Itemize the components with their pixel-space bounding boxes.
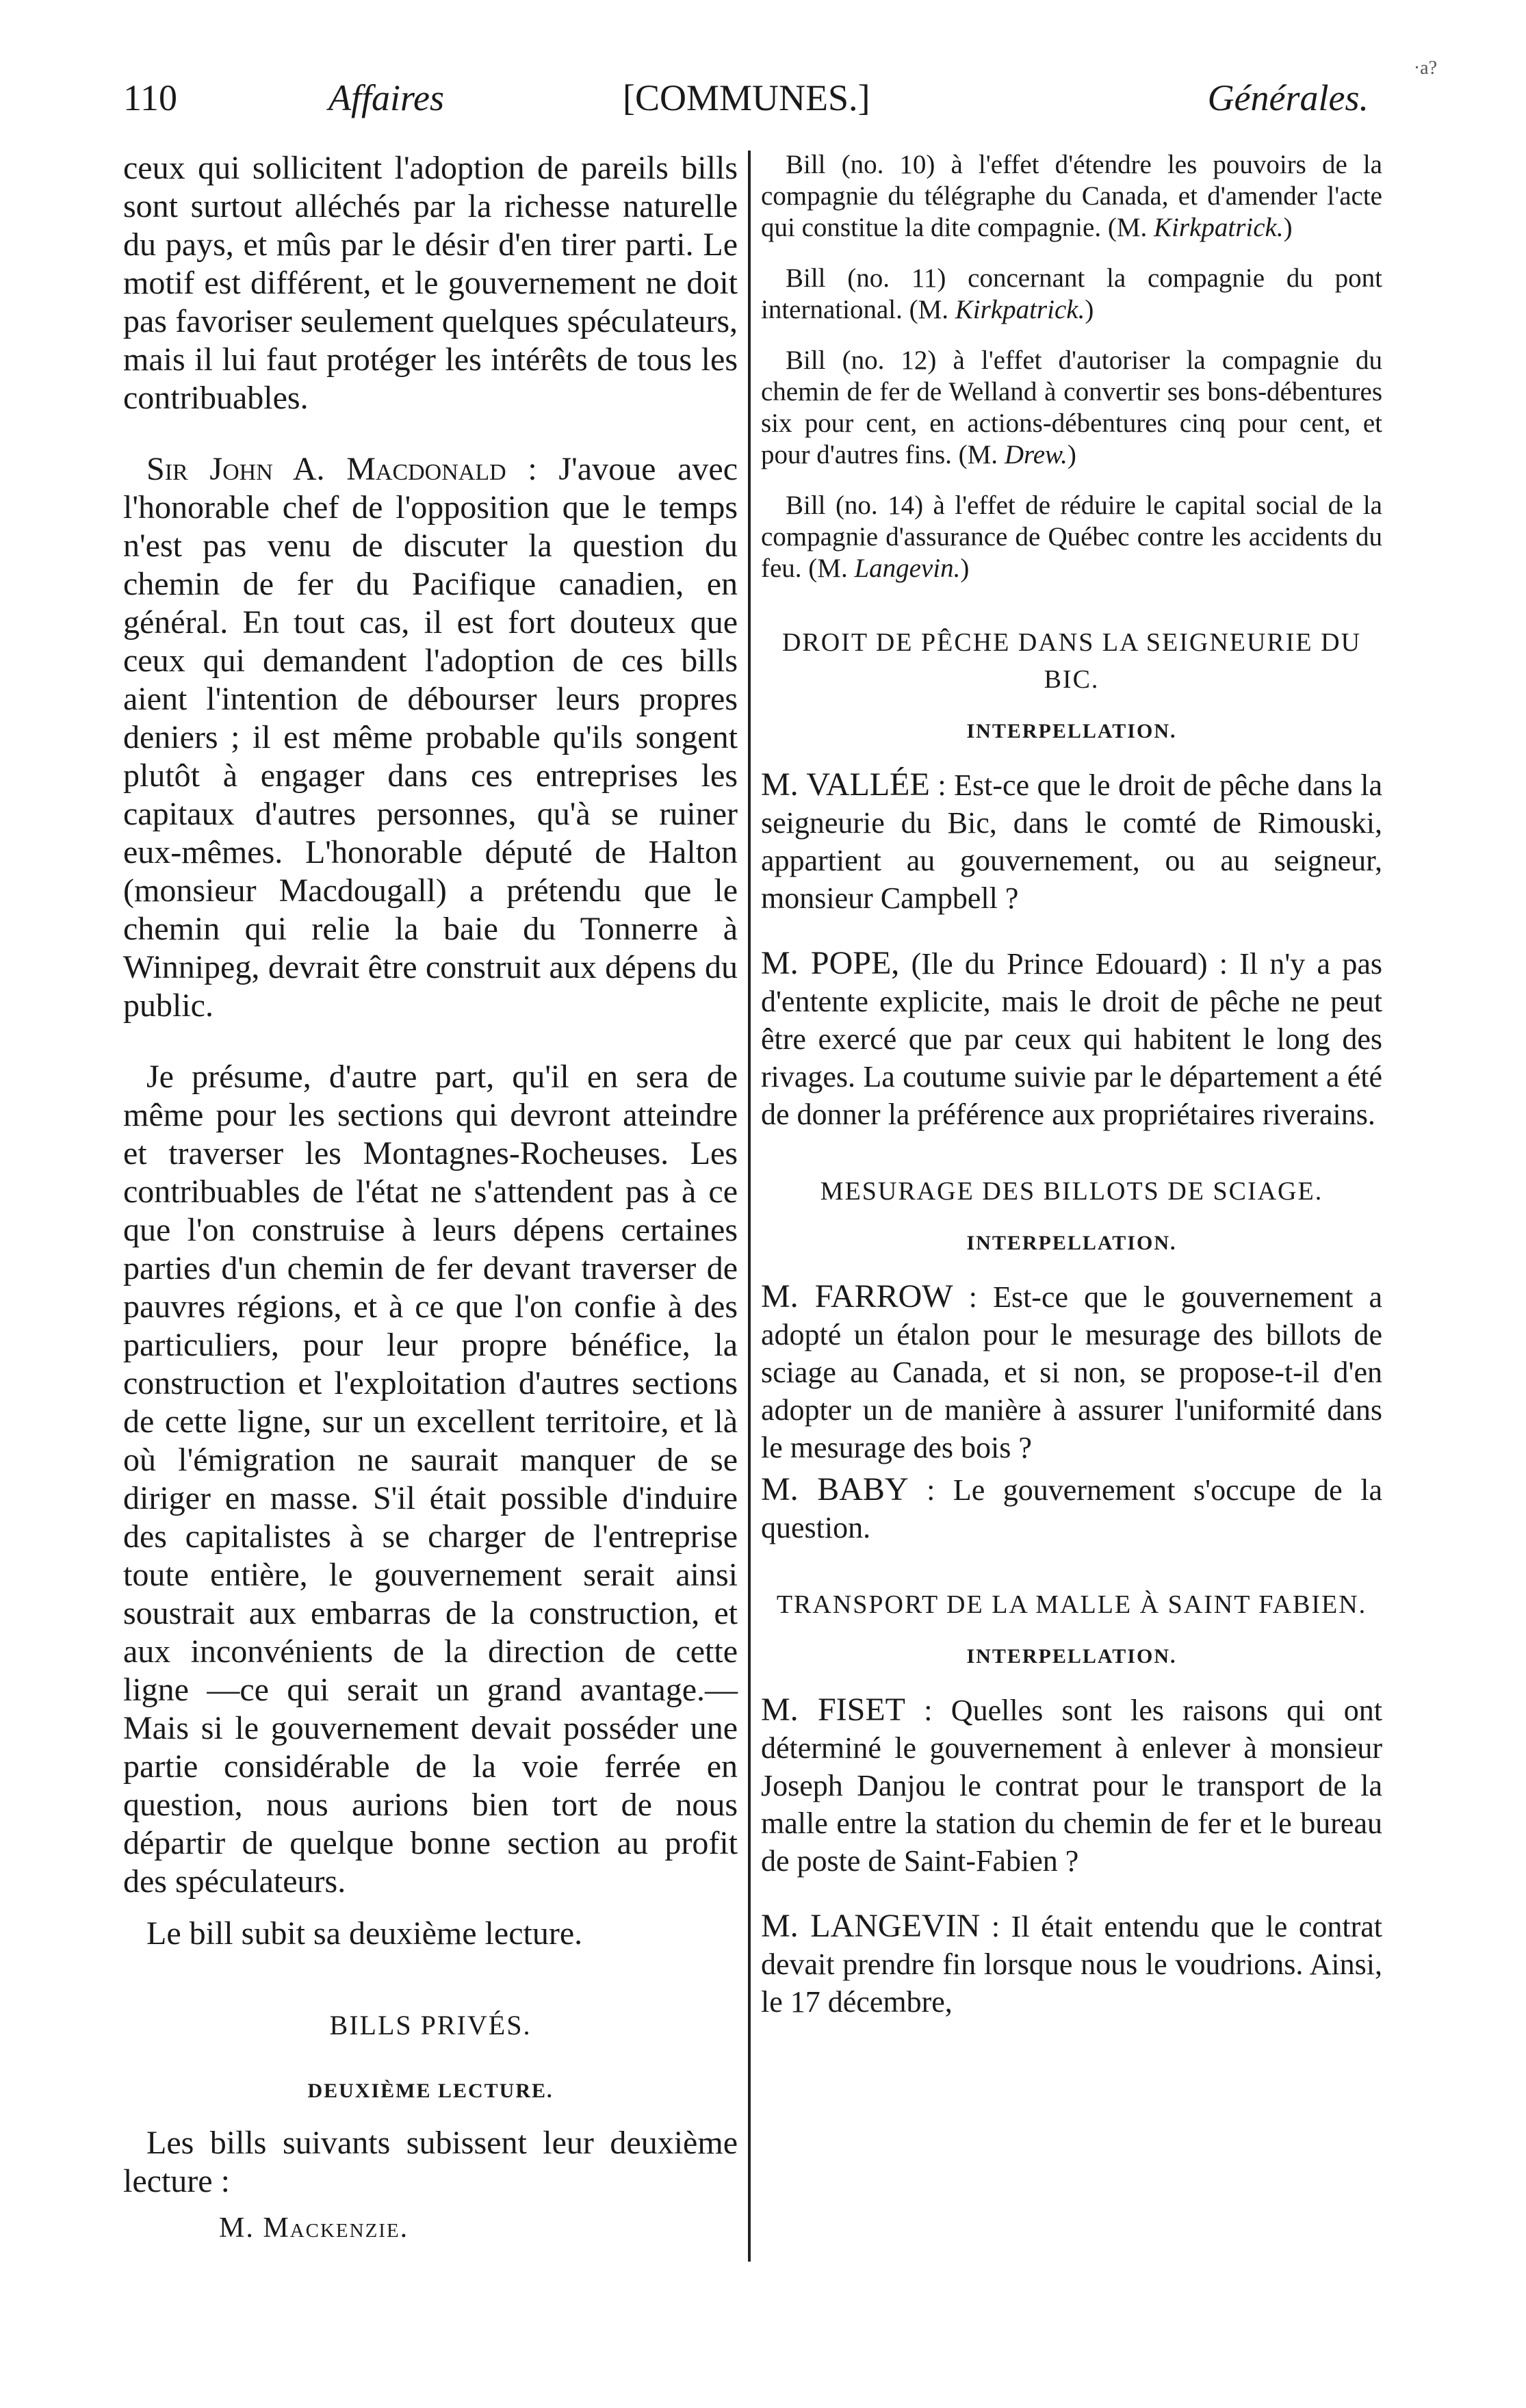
section-title-private-bills: BILLS PRIVÉS. (329, 2010, 532, 2041)
bill-entry (761, 263, 1382, 326)
bill-end: ) (960, 554, 970, 583)
question-vallee (761, 766, 1382, 917)
answer-baby (761, 1471, 1382, 1546)
speech-macdonald (123, 450, 738, 1025)
running-title-right: Générales. (1207, 77, 1369, 118)
running-title-center: [COMMUNES.] (623, 77, 870, 118)
column-divider (748, 151, 751, 2262)
answer-langevin (761, 1907, 1382, 2021)
speech-text: : J'avoue avec l'honorable chef de l'opposition que le temps n'est pas venu de discuter la question du chemin de fer du Pacifique canadien, en général. En tout cas, il est fort douteux que ceux qui demandent l'adoption de ces bills aient l'intention de débourser leurs propres deniers ; il est même probable qu'ils songent plutôt à engager dans ces entreprises les capitaux d'autres personnes, qu'à se ruiner eux-mêmes. L'honorable député de Halton (monsieur Macdougall) a prétendu que le chemin qui relie la baie du Tonnerre à Winnipeg, devrait être construit aux dépens du public. (123, 451, 738, 1024)
bill-text: Bill (no. 12) à l'effet d'autoriser la compagnie du chemin de fer de Welland à convertir ses bons-débentures six pour cent, en actions-débentures cinq pour cent, et pour d'autres fins. (M. (761, 346, 1382, 469)
speaker-name: M. POPE, (761, 945, 900, 981)
right-column (761, 149, 1382, 2021)
bill-sponsor: Drew. (1004, 440, 1068, 469)
section-subtitle-interpellation: INTERPELLATION. (966, 1232, 1177, 1254)
bill-sponsor: Kirkpatrick. (955, 295, 1085, 324)
signoff-mackenzie: M. Mackenzie. (219, 2212, 409, 2244)
speech-text: : Est-ce que le droit de pêche dans la seigneurie du Bic, dans le comté de Rimouski, appartient au gouvernement, ou au seigneur, monsieur Campbell ? (761, 768, 1382, 915)
bill-sponsor: Kirkpatrick. (1154, 213, 1284, 242)
speaker-name: M. LANGEVIN (761, 1908, 981, 1944)
section-subtitle-second-reading: DEUXIÈME LECTURE. (307, 2080, 554, 2102)
bill-text: Bill (no. 11) concernant la compagnie du pont international. (M. (761, 263, 1382, 324)
speech-text: : Est-ce que le gouvernement a adopté un étalon pour le mesurage des billots de sciage au Canada, et si non, se propose-t-il d'en adopter un de manière à assurer l'uniformité dans le mesurage des bois ? (761, 1280, 1382, 1464)
paragraph-continued: ceux qui sollicitent l'adoption de pareils bills sont surtout alléchés par la richesse naturelle du pays, et mûs par le désir d'en tirer parti. Le motif est différent, et le gouvernement ne doit pas favoriser seulement quelques spéculateurs, mais il lui faut protéger les intérêts de tous les contribuables. (123, 150, 738, 416)
bill-end: ) (1067, 440, 1076, 469)
speaker-name: M. BABY (761, 1471, 909, 1507)
speech-text: : Il était entendu que le contrat devait prendre fin lorsque nous le voudrions. Ainsi, le 17 décembre, (761, 1910, 1383, 2019)
speaker-name: Sir John A. Macdonald (146, 451, 506, 487)
speech-text: : Le gouvernement s'occupe de la question. (761, 1473, 1382, 1544)
page-number: 110 (123, 77, 177, 118)
bill-entry (761, 345, 1382, 471)
bill-text: Bill (no. 10) à l'effet d'étendre les pouvoirs de la compagnie du télégraphe du Canada, et d'amender l'acte qui constitue la dite compagnie. (M. (761, 150, 1382, 242)
question-farrow (761, 1278, 1382, 1466)
bill-sponsor: Langevin. (854, 554, 961, 583)
section-title-fishing-rights: DROIT DE PÊCHE DANS LA SEIGNEURIE DU BIC. (781, 628, 1362, 694)
corner-mark: ·a? (1413, 57, 1437, 79)
paragraph-reading: Le bill subit sa deuxième lecture. (146, 1915, 583, 1952)
left-column (123, 149, 738, 2247)
paragraph-railway: Je présume, d'autre part, qu'il en sera de même pour les sections qui devront atteindre et traverser les Montagnes-Rocheuses. Les contribuables de l'état ne s'attendent pas à ce que l'on construise à leurs dépens certaines parties d'un chemin de fer devant traverser de pauvres régions, et à ce que l'on confie à des particuliers, pour leur propre bénéfice, la construction et l'exploitation d'autres sections de cette ligne, sur un excellent territoire, et là où l'émigration ne saurait manquer de se diriger en masse. S'il était possible d'induire des capitalistes à se charger de l'entreprise toute entière, le gouvernement serait ainsi soustrait aux embarras de la construction, et aux inconvénients de la direction de cette ligne —ce qui serait un grand avantage.—Mais si le gouvernement devait posséder une partie considérable de la voie ferrée en question, nous aurions bien tort de nous départir de quelque bonne section au profit des spéculateurs. (123, 1059, 738, 1900)
speech-text: (Ile du Prince Edouard) : Il n'y a pas d'entente explicite, mais le droit de pêche ne peut être exercé que par ceux qui habitent le long des rivages. La coutume suivie par le département a été de donner la préférence aux propriétaires riverains. (761, 947, 1382, 1131)
speaker-name: M. VALLÉE (761, 766, 930, 803)
section-subtitle-interpellation: INTERPELLATION. (966, 1645, 1177, 1668)
bill-end: ) (1085, 295, 1094, 324)
section-title-mail-transport: TRANSPORT DE LA MALLE À SAINT FABIEN. (776, 1590, 1367, 1619)
answer-pope (761, 944, 1382, 1133)
running-title-left: Affaires (328, 77, 444, 118)
paragraph-bills-intro: Les bills suivants subissent leur deuxième lecture : (123, 2125, 738, 2199)
section-subtitle-interpellation: INTERPELLATION. (966, 720, 1177, 742)
question-fiset (761, 1691, 1382, 1880)
section-title-log-measurement: MESURAGE DES BILLOTS DE SCIAGE. (820, 1177, 1323, 1206)
bill-entry (761, 149, 1382, 244)
bill-end: ) (1283, 213, 1293, 242)
page-header (123, 57, 1437, 131)
bill-entry (761, 490, 1382, 584)
bill-text: Bill (no. 14) à l'effet de réduire le capital social de la compagnie d'assurance de Québec contre les accidents du feu. (M. (761, 491, 1382, 583)
speaker-name: M. FISET (761, 1692, 905, 1728)
speaker-name: M. FARROW (761, 1278, 953, 1315)
speech-text: : Quelles sont les raisons qui ont déterminé le gouvernement à enlever à monsieur Joseph Danjou le contrat pour le transport de la malle entre la station du chemin de fer et le bureau de poste de Saint-Fabien ? (761, 1694, 1382, 1878)
